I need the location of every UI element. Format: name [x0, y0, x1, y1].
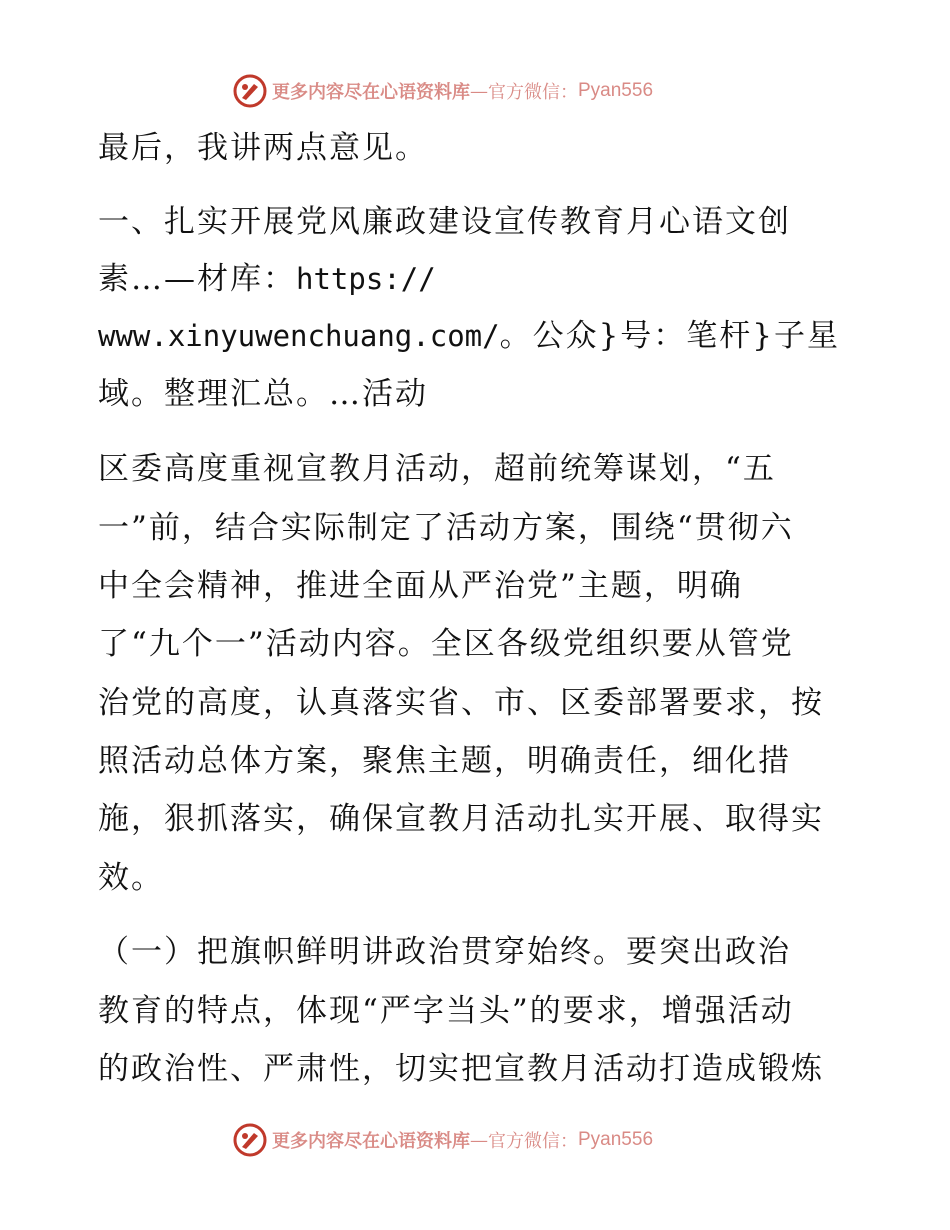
brand-logo-icon	[232, 1122, 268, 1158]
watermark-wechat-label: 官方微信：	[488, 1131, 578, 1152]
doc-line-13: 效。	[98, 860, 164, 896]
watermark-dash: —	[470, 80, 488, 102]
doc-line-3-text: 素…—材库：	[98, 261, 296, 297]
doc-line-8: 中全会精神，推进全面从严治党”主题，明确	[98, 568, 743, 604]
doc-line-14: （一）把旗帜鲜明讲政治贯穿始终。要突出政治	[98, 934, 791, 970]
watermark-wechat-label: 官方微信：	[488, 82, 578, 103]
watermark-dash: —	[470, 1129, 488, 1151]
watermark-banner-top	[232, 72, 653, 110]
doc-line-1: 最后，我讲两点意见。	[98, 130, 428, 166]
watermark-main-text: 更多内容尽在心语资料库	[272, 1131, 470, 1152]
watermark-main-text: 更多内容尽在心语资料库	[272, 82, 470, 103]
watermark-banner-bottom	[232, 1121, 653, 1159]
watermark-wechat-id: Pyan556	[578, 80, 654, 101]
doc-line-4-text: 。公众}号：笔杆}子星	[499, 318, 841, 354]
doc-line-4	[98, 316, 840, 356]
doc-line-12: 施，狠抓落实，确保宣教月活动扎实开展、取得实	[98, 801, 824, 837]
doc-line-9: 了“九个一”活动内容。全区各级党组织要从管党	[98, 626, 794, 662]
brand-logo-icon	[232, 73, 268, 109]
doc-line-11: 照活动总体方案，聚焦主题，明确责任，细化措	[98, 743, 791, 779]
doc-line-5: 域。整理汇总。…活动	[98, 376, 428, 412]
doc-line-7: 一”前，结合实际制定了活动方案，围绕“贯彻六	[98, 510, 794, 546]
doc-line-16: 的政治性、严肃性，切实把宣教月活动打造成锻炼	[98, 1051, 824, 1087]
doc-line-6: 区委高度重视宣教月活动，超前统筹谋划，“五	[98, 451, 776, 487]
doc-line-3	[98, 259, 436, 299]
doc-line-10: 治党的高度，认真落实省、市、区委部署要求，按	[98, 685, 824, 721]
doc-url-part-2: www.xinyuwenchuang.com/	[98, 319, 500, 353]
doc-line-15: 教育的特点，体现“严字当头”的要求，增强活动	[98, 993, 794, 1029]
doc-line-2: 一、扎实开展党风廉政建设宣传教育月心语文创	[98, 204, 791, 240]
watermark-wechat-id: Pyan556	[578, 1129, 654, 1150]
doc-url-part-1: https://	[296, 262, 436, 296]
